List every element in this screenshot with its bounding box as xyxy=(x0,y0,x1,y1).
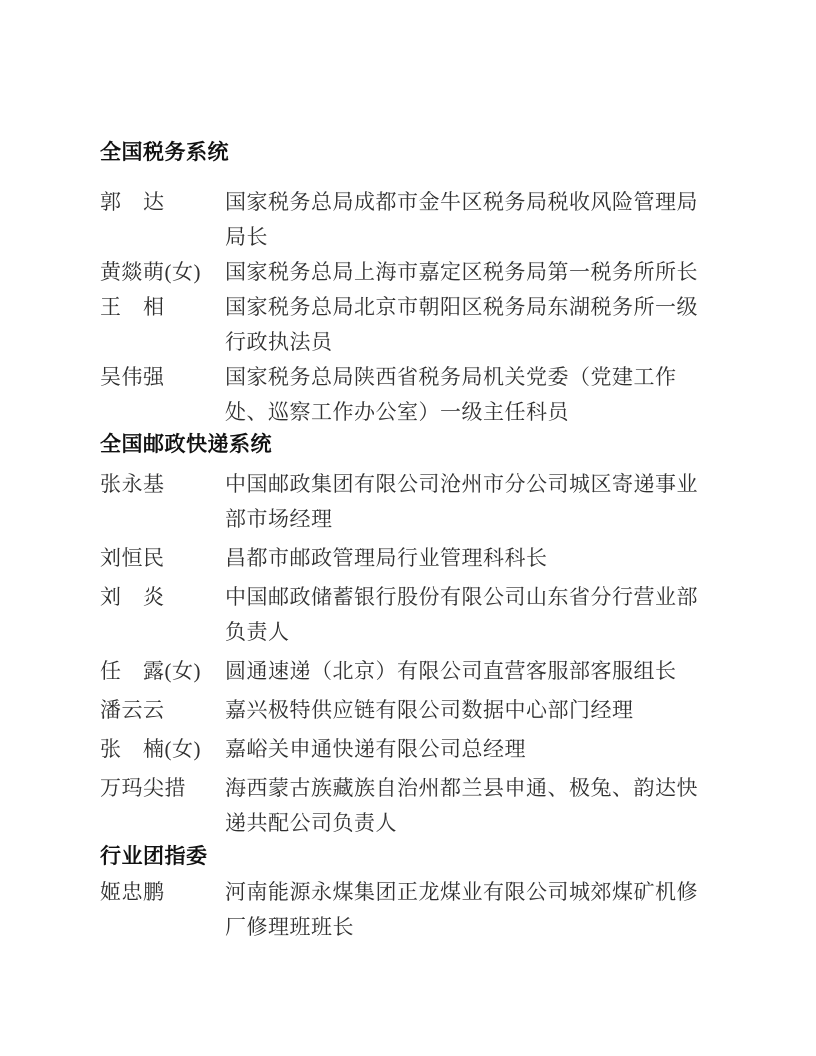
entry-position: 国家税务总局上海市嘉定区税务局第一税务所所长 xyxy=(225,260,698,284)
section-title: 全国邮政快递系统 xyxy=(100,433,272,456)
entry-position: 国家税务总局陕西省税务局机关党委（党建工作处、巡察工作办公室）一级主任科员 xyxy=(225,365,677,424)
entry-name: 姬忠鹏 xyxy=(100,880,165,904)
entry-row xyxy=(100,290,716,360)
entry-name: 任 露(女) xyxy=(100,659,201,683)
entry-row xyxy=(100,693,716,728)
entry-row xyxy=(100,360,716,430)
section-industry-league-committee xyxy=(100,845,716,945)
section-postal-express xyxy=(100,433,716,841)
entry-name: 吴伟强 xyxy=(100,365,165,389)
entry-row xyxy=(100,580,716,650)
entry-name: 刘 炎 xyxy=(100,585,165,609)
entry-row xyxy=(100,467,716,537)
entry-position: 海西蒙古族藏族自治州都兰县申通、极兔、韵达快递共配公司负责人 xyxy=(225,776,698,835)
entry-position: 河南能源永煤集团正龙煤业有限公司城郊煤矿机修厂修理班班长 xyxy=(225,880,698,939)
entry-row xyxy=(100,185,716,255)
document-content xyxy=(100,141,716,945)
entry-name: 万玛尖措 xyxy=(100,776,186,800)
entry-row xyxy=(100,541,716,576)
section-tax-system xyxy=(100,141,716,430)
entry-position: 国家税务总局北京市朝阳区税务局东湖税务所一级行政执法员 xyxy=(225,295,698,354)
entry-name: 郭 达 xyxy=(100,190,165,214)
section-title: 全国税务系统 xyxy=(100,141,229,164)
entry-row xyxy=(100,875,716,945)
entry-position: 国家税务总局成都市金牛区税务局税收风险管理局局长 xyxy=(225,190,698,249)
entry-name: 张永基 xyxy=(100,472,165,496)
entry-row xyxy=(100,771,716,841)
entry-name: 张 楠(女) xyxy=(100,737,201,761)
entry-name: 潘云云 xyxy=(100,698,165,722)
entry-position: 中国邮政集团有限公司沧州市分公司城区寄递事业部市场经理 xyxy=(225,472,698,531)
entry-name: 王 相 xyxy=(100,295,165,319)
entry-name: 刘恒民 xyxy=(100,546,165,570)
entry-name: 黄燚萌(女) xyxy=(100,260,201,284)
entry-row xyxy=(100,732,716,767)
entry-row xyxy=(100,654,716,689)
entry-position: 圆通速递（北京）有限公司直营客服部客服组长 xyxy=(225,659,677,683)
entry-position: 嘉兴极特供应链有限公司数据中心部门经理 xyxy=(225,698,634,722)
section-title: 行业团指委 xyxy=(100,845,208,868)
entry-position: 中国邮政储蓄银行股份有限公司山东省分行营业部负责人 xyxy=(225,585,698,644)
entry-position: 嘉峪关申通快递有限公司总经理 xyxy=(225,737,526,761)
entry-row xyxy=(100,255,716,290)
entry-position: 昌都市邮政管理局行业管理科科长 xyxy=(225,546,548,570)
